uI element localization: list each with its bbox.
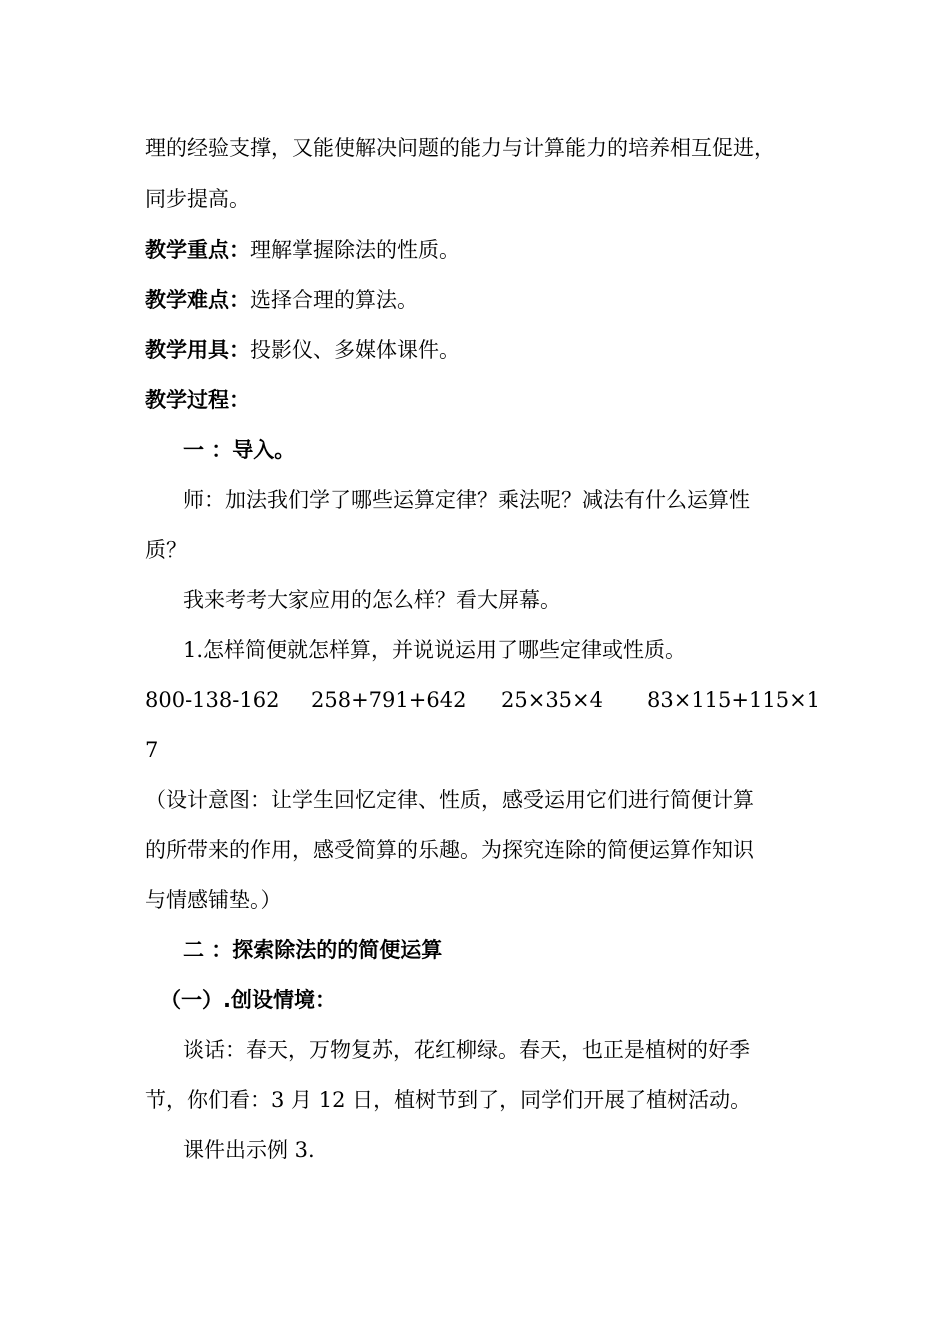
- teacher-line: 师：加法我们学了哪些运算定律？乘法呢？减法有什么运算性: [183, 488, 750, 512]
- section1-heading: 一 ：导入。: [183, 438, 296, 462]
- paragraph-line: 理的经验支撑，又能使解决问题的能力与计算能力的培养相互促进，: [145, 136, 775, 160]
- tools-label: 教学用具：: [145, 338, 250, 362]
- expression-3: 25×35×4: [501, 688, 603, 712]
- difficulty-label: 教学难点：: [145, 288, 250, 312]
- test-line: 我来考考大家应用的怎么样？看大屏幕。: [183, 588, 561, 612]
- courseware-line: 课件出示例 3.: [183, 1138, 315, 1162]
- expression-1: 800-138-162: [145, 688, 280, 712]
- key-point-row: [145, 235, 460, 265]
- tools-text: 投影仪、多媒体课件。: [250, 338, 460, 362]
- expression-2: 258+791+642: [311, 688, 467, 712]
- section2-heading: 二 ：探索除法的的简便运算: [183, 938, 443, 962]
- difficulty-text: 选择合理的算法。: [250, 288, 418, 312]
- design-intent-line: 的所带来的作用，感受简算的乐趣。为探究连除的简便运算作知识: [145, 838, 754, 862]
- design-intent-line: 与情感铺垫。）: [145, 888, 282, 912]
- teacher-line: 质？: [145, 538, 187, 562]
- expression-wrap: 7: [145, 738, 159, 762]
- paragraph-line: 同步提高。: [145, 187, 250, 211]
- section2-subheading: （一）.创设情境：: [160, 988, 336, 1012]
- process-label: 教学过程：: [145, 388, 250, 412]
- key-point-label: 教学重点：: [145, 238, 250, 262]
- key-point-text: 理解掌握除法的性质。: [250, 238, 460, 262]
- difficulty-row: [145, 285, 418, 315]
- talk-line: 节，你们看：3 月 12 日，植树节到了，同学们开展了植树活动。: [145, 1088, 752, 1112]
- tools-row: [145, 335, 460, 365]
- task-line: 1.怎样简便就怎样算，并说说运用了哪些定律或性质。: [183, 638, 687, 662]
- expression-4: 83×115+115×1: [647, 688, 821, 712]
- design-intent-line: （设计意图：让学生回忆定律、性质，感受运用它们进行简便计算: [145, 788, 754, 812]
- talk-line: 谈话：春天，万物复苏，花红柳绿。春天，也正是植树的好季: [183, 1038, 750, 1062]
